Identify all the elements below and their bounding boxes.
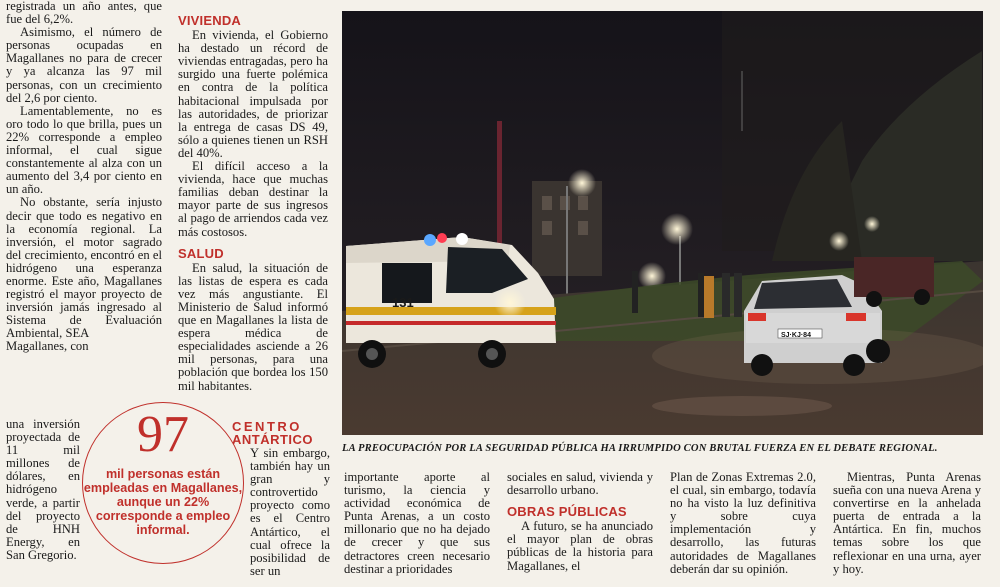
article-column-1-narrow xyxy=(6,418,80,562)
heading-obras-publicas: OBRAS PÚBLICAS xyxy=(507,504,627,520)
article-column-1 xyxy=(6,0,162,354)
license-plate: SJ·KJ·84 xyxy=(781,332,811,339)
paragraph-zonas-extremas: Plan de Zonas Extremas 2.0, el cual, sin embargo, todavía no ha visto la luz definitiva y sobre cuya implementación y desarrollo, las futuras autoridades de Magallanes deberán dar su opinión. xyxy=(670,470,816,576)
paragraph-informal: Lamentablemente, no es oro todo lo que brilla, pues un 22% corresponde a empleo informal, el cual sigue constantemente al alza con un aumento del 3,4 por ciento en un año. xyxy=(6,103,162,197)
paragraph-obras: A futuro, se ha anunciado el mayor plan de obras públicas de la historia para Magallanes, el xyxy=(507,519,653,573)
paragraph-fragment: registrada un año antes, que fue del 6,2%. xyxy=(6,0,162,27)
bottom-column-2 xyxy=(507,471,653,573)
paragraph-vivienda-1: En vivienda, el Gobierno ha destado un récord de viviendas entragadas, pero ha surgido una fuerte polémica en contra de la política habitacional impulsada por las autoridades, de priorizar la entrega de casas DS 49, sólo a quienes tienen un RSH del 40%. xyxy=(178,28,328,160)
bottom-column-3 xyxy=(670,471,816,576)
paragraph-centro-antartico: Y sin embargo, también hay un gran y controvertido proyecto como es el Centro Antártico, el cual ofrece la posibilidad de ser un xyxy=(250,446,330,578)
paragraph-employment: Asimismo, el número de personas ocupadas en Magallanes no para de crecer y ya alcanza las 97 mil personas, con un crecimiento del 2,6 por ciento. xyxy=(6,25,162,105)
article-column-2 xyxy=(178,14,328,393)
paragraph-investment-line: Magallanes, con xyxy=(6,339,89,354)
paragraph-investment-cont: una inversión proyectada de 11 mil millones de dólares, en hidrógeno verde, a partir del proyecto de HNH Energy, en San Gregorio. xyxy=(6,417,80,562)
callout-text: mil personas están empleadas en Magallanes, aunque un 22% corresponde a empleo informal. xyxy=(83,467,243,537)
news-photo xyxy=(342,11,983,435)
pull-quote-callout xyxy=(82,402,244,564)
callout-number: 97 xyxy=(137,406,189,463)
paragraph-investment: No obstante, sería injusto decir que todo es negativo en la economía regional. La inversión, el motor sagrado del crecimiento, encontró en el hidrógeno una esperanza enorme. Este año, Magallanes registró el mayor proyecto de inversión jamás ingresado al Sistema de Evaluación Ambiental, SEA xyxy=(6,195,162,341)
bottom-column-1 xyxy=(344,471,490,576)
night-street-scene xyxy=(342,11,983,435)
photo-caption: LA PREOCUPACIÓN POR LA SEGURIDAD PÚBLICA HA IRRUMPIDO CON BRUTAL FUERZA EN EL DEBATE REGIONAL. xyxy=(342,443,938,454)
heading-vivienda: VIVIENDA xyxy=(178,13,242,28)
heading-centro-antartico: CENTRO ANTÁRTICO xyxy=(232,419,314,447)
heading-salud: SALUD xyxy=(178,245,224,261)
paragraph-conclusion: Mientras, Punta Arenas sueña con una nueva Arena y convertirse en la anhelada puerta de entrada a la Antártica. En fin, muchos temas sobre los que reflexionar en una urna, ayer y hoy. xyxy=(833,470,981,576)
bottom-column-4 xyxy=(833,471,981,576)
paragraph-urbano: sociales en salud, vivienda y desarrollo urbano. xyxy=(507,470,653,498)
ambulance-number: 131 xyxy=(392,295,414,310)
paragraph-vivienda-2: El difícil acceso a la vivienda, hace que muchas familias deban destinar la mayor parte de sus ingresos al pago de arriendos cada vez más costosos. xyxy=(178,159,328,239)
paragraph-salud: En salud, la situación de las listas de espera es cada vez más angustiante. El Ministerio de Salud informó que en Magallanes la lista de espera médica de especialidades asciende a 26 mil personas, para una población que bordea los 150 mil habitantes. xyxy=(178,260,328,393)
paragraph-turismo: importante aporte al turismo, la ciencia y actividad económica de Punta Arenas, a un costo millonario que no ha dejado de crecer y que sus detractores creen necesario destinar a prioridades xyxy=(344,470,490,576)
